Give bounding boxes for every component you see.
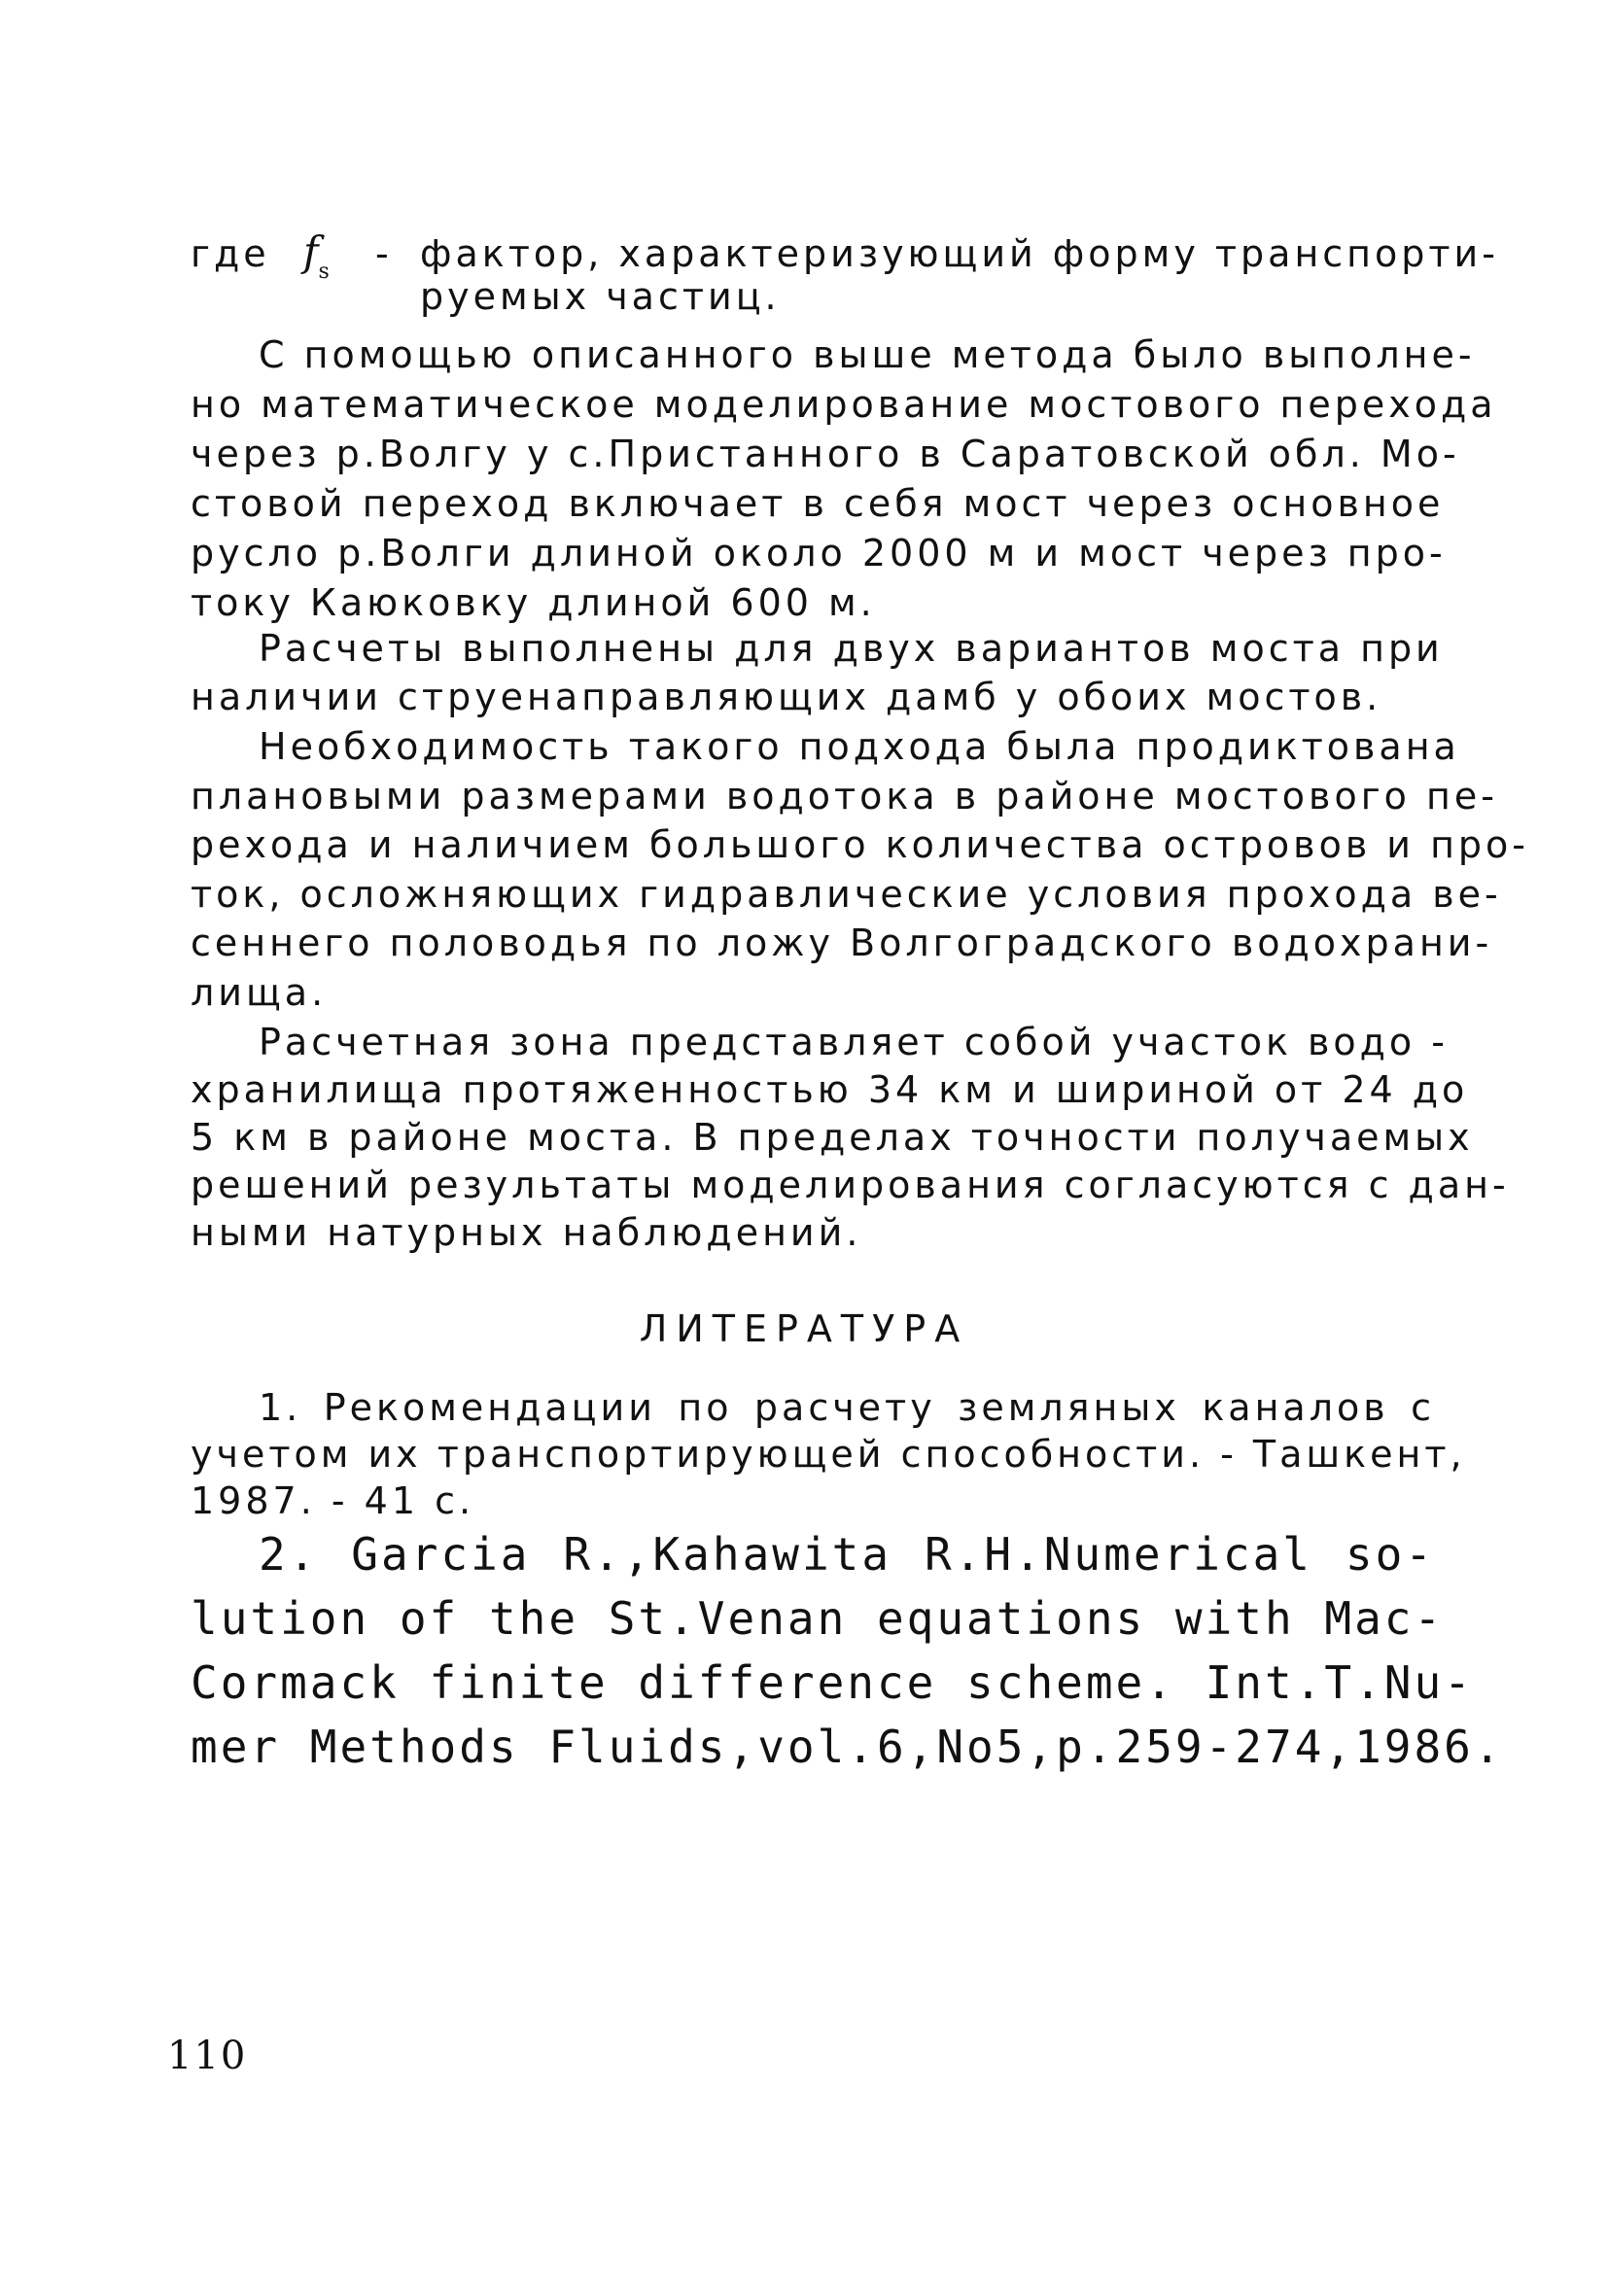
reference-line: 1. Рекомендации по расчету земляных каналов с [259, 1386, 1435, 1429]
text-line: наличии струенаправляющих дамб у обоих мостов. [191, 676, 1382, 718]
paragraph-necessity [191, 722, 1529, 1017]
page-number: 110 [167, 2034, 248, 2078]
symbol-letter: f [303, 227, 319, 275]
reference-line: учетом их транспортирующей способности. - Ташкент, [191, 1433, 1466, 1476]
text-line: 5 км в районе моста. В пределах точности получаемых [191, 1116, 1474, 1159]
text-line: лища. [191, 970, 328, 1014]
definition-dash: - [375, 232, 389, 275]
reference-2 [191, 1522, 1504, 1779]
definition-line: руемых частиц. [420, 275, 781, 318]
text-line: рехода и наличием большого количества островов и про- [191, 823, 1529, 866]
definition-label: где [191, 232, 270, 275]
text-line: ными натурных наблюдений. [191, 1211, 862, 1254]
text-line: но математическое моделирование мостового перехода [191, 383, 1497, 426]
reference-line: 2. Garcia R.,Kahawita R.H.Numerical so- [259, 1528, 1435, 1581]
text-line: С помощью описанного выше метода было выполне- [259, 333, 1476, 376]
text-line: русло р.Волги длиной около 2000 м и мост через про- [191, 532, 1447, 574]
text-line: току Каюковку длиной 600 м. [191, 581, 876, 624]
paragraph-calculation-zone [191, 1019, 1510, 1257]
reference-line: mer Methods Fluids,vol.6,No5,p.259-274,1986. [191, 1721, 1504, 1773]
literature-heading: ЛИТЕРАТУРА [639, 1307, 969, 1350]
text-line: Расчетная зона представляет собой участок водо - [259, 1021, 1449, 1063]
symbol-subscript: s [318, 260, 330, 285]
text-line: сеннего половодья по ложу Волгоградского водохрани- [191, 922, 1493, 964]
reference-line: Cormack finite difference scheme. Int.T.Nu- [191, 1656, 1474, 1709]
text-line: Необходимость такого подхода была продиктована [259, 725, 1460, 768]
text-line: через р.Волгу у с.Пристанного в Саратовской обл. Мо- [191, 433, 1460, 475]
symbol-f-s [303, 227, 330, 293]
reference-1 [191, 1384, 1466, 1524]
text-line: Расчеты выполнены для двух вариантов моста при [259, 627, 1444, 670]
paragraph-calculations [191, 624, 1444, 721]
text-line: ток, осложняющих гидравлические условия прохода ве- [191, 872, 1502, 916]
definition-line: фактор, характеризующий форму транспорти- [420, 232, 1499, 275]
text-line: стовой переход включает в себя мост через основное [191, 482, 1445, 525]
text-line: плановыми размерами водотока в районе мостового пе- [191, 774, 1498, 818]
text-line: решений результаты моделирования согласуются с дан- [191, 1164, 1510, 1206]
symbol-definition [191, 227, 1499, 327]
reference-line: lution of the St.Venan equations with Mac- [191, 1592, 1445, 1645]
reference-line: 1987. - 41 с. [191, 1479, 475, 1522]
text-line: хранилища протяженностью 34 км и шириной от 24 до [191, 1068, 1469, 1111]
paragraph-bridge-modeling [191, 330, 1497, 628]
